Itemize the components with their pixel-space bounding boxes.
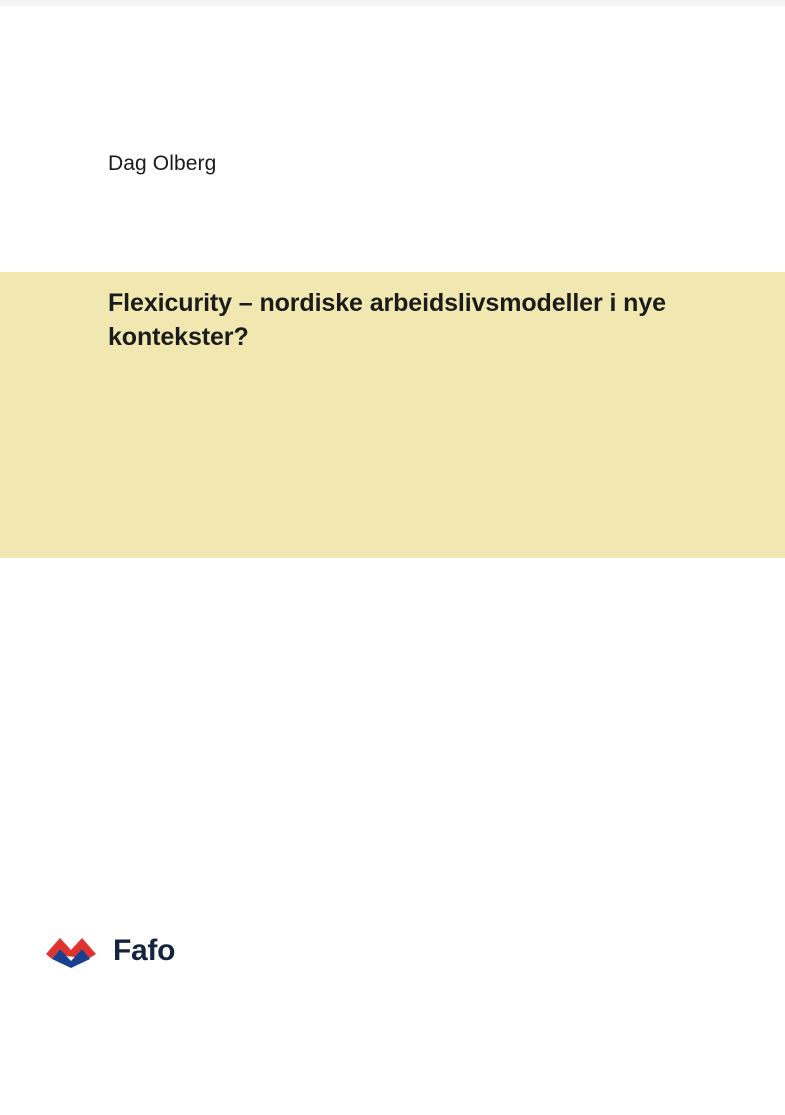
page-title: Flexicurity – nordiske arbeidslivsmodeller i nye kontekster?	[108, 289, 666, 351]
page-top-edge	[0, 0, 785, 6]
author-name: Dag Olberg	[108, 152, 217, 175]
fafo-logo-icon	[46, 934, 104, 968]
publisher-name: Fafo	[113, 934, 176, 967]
publisher-logo	[46, 934, 175, 968]
